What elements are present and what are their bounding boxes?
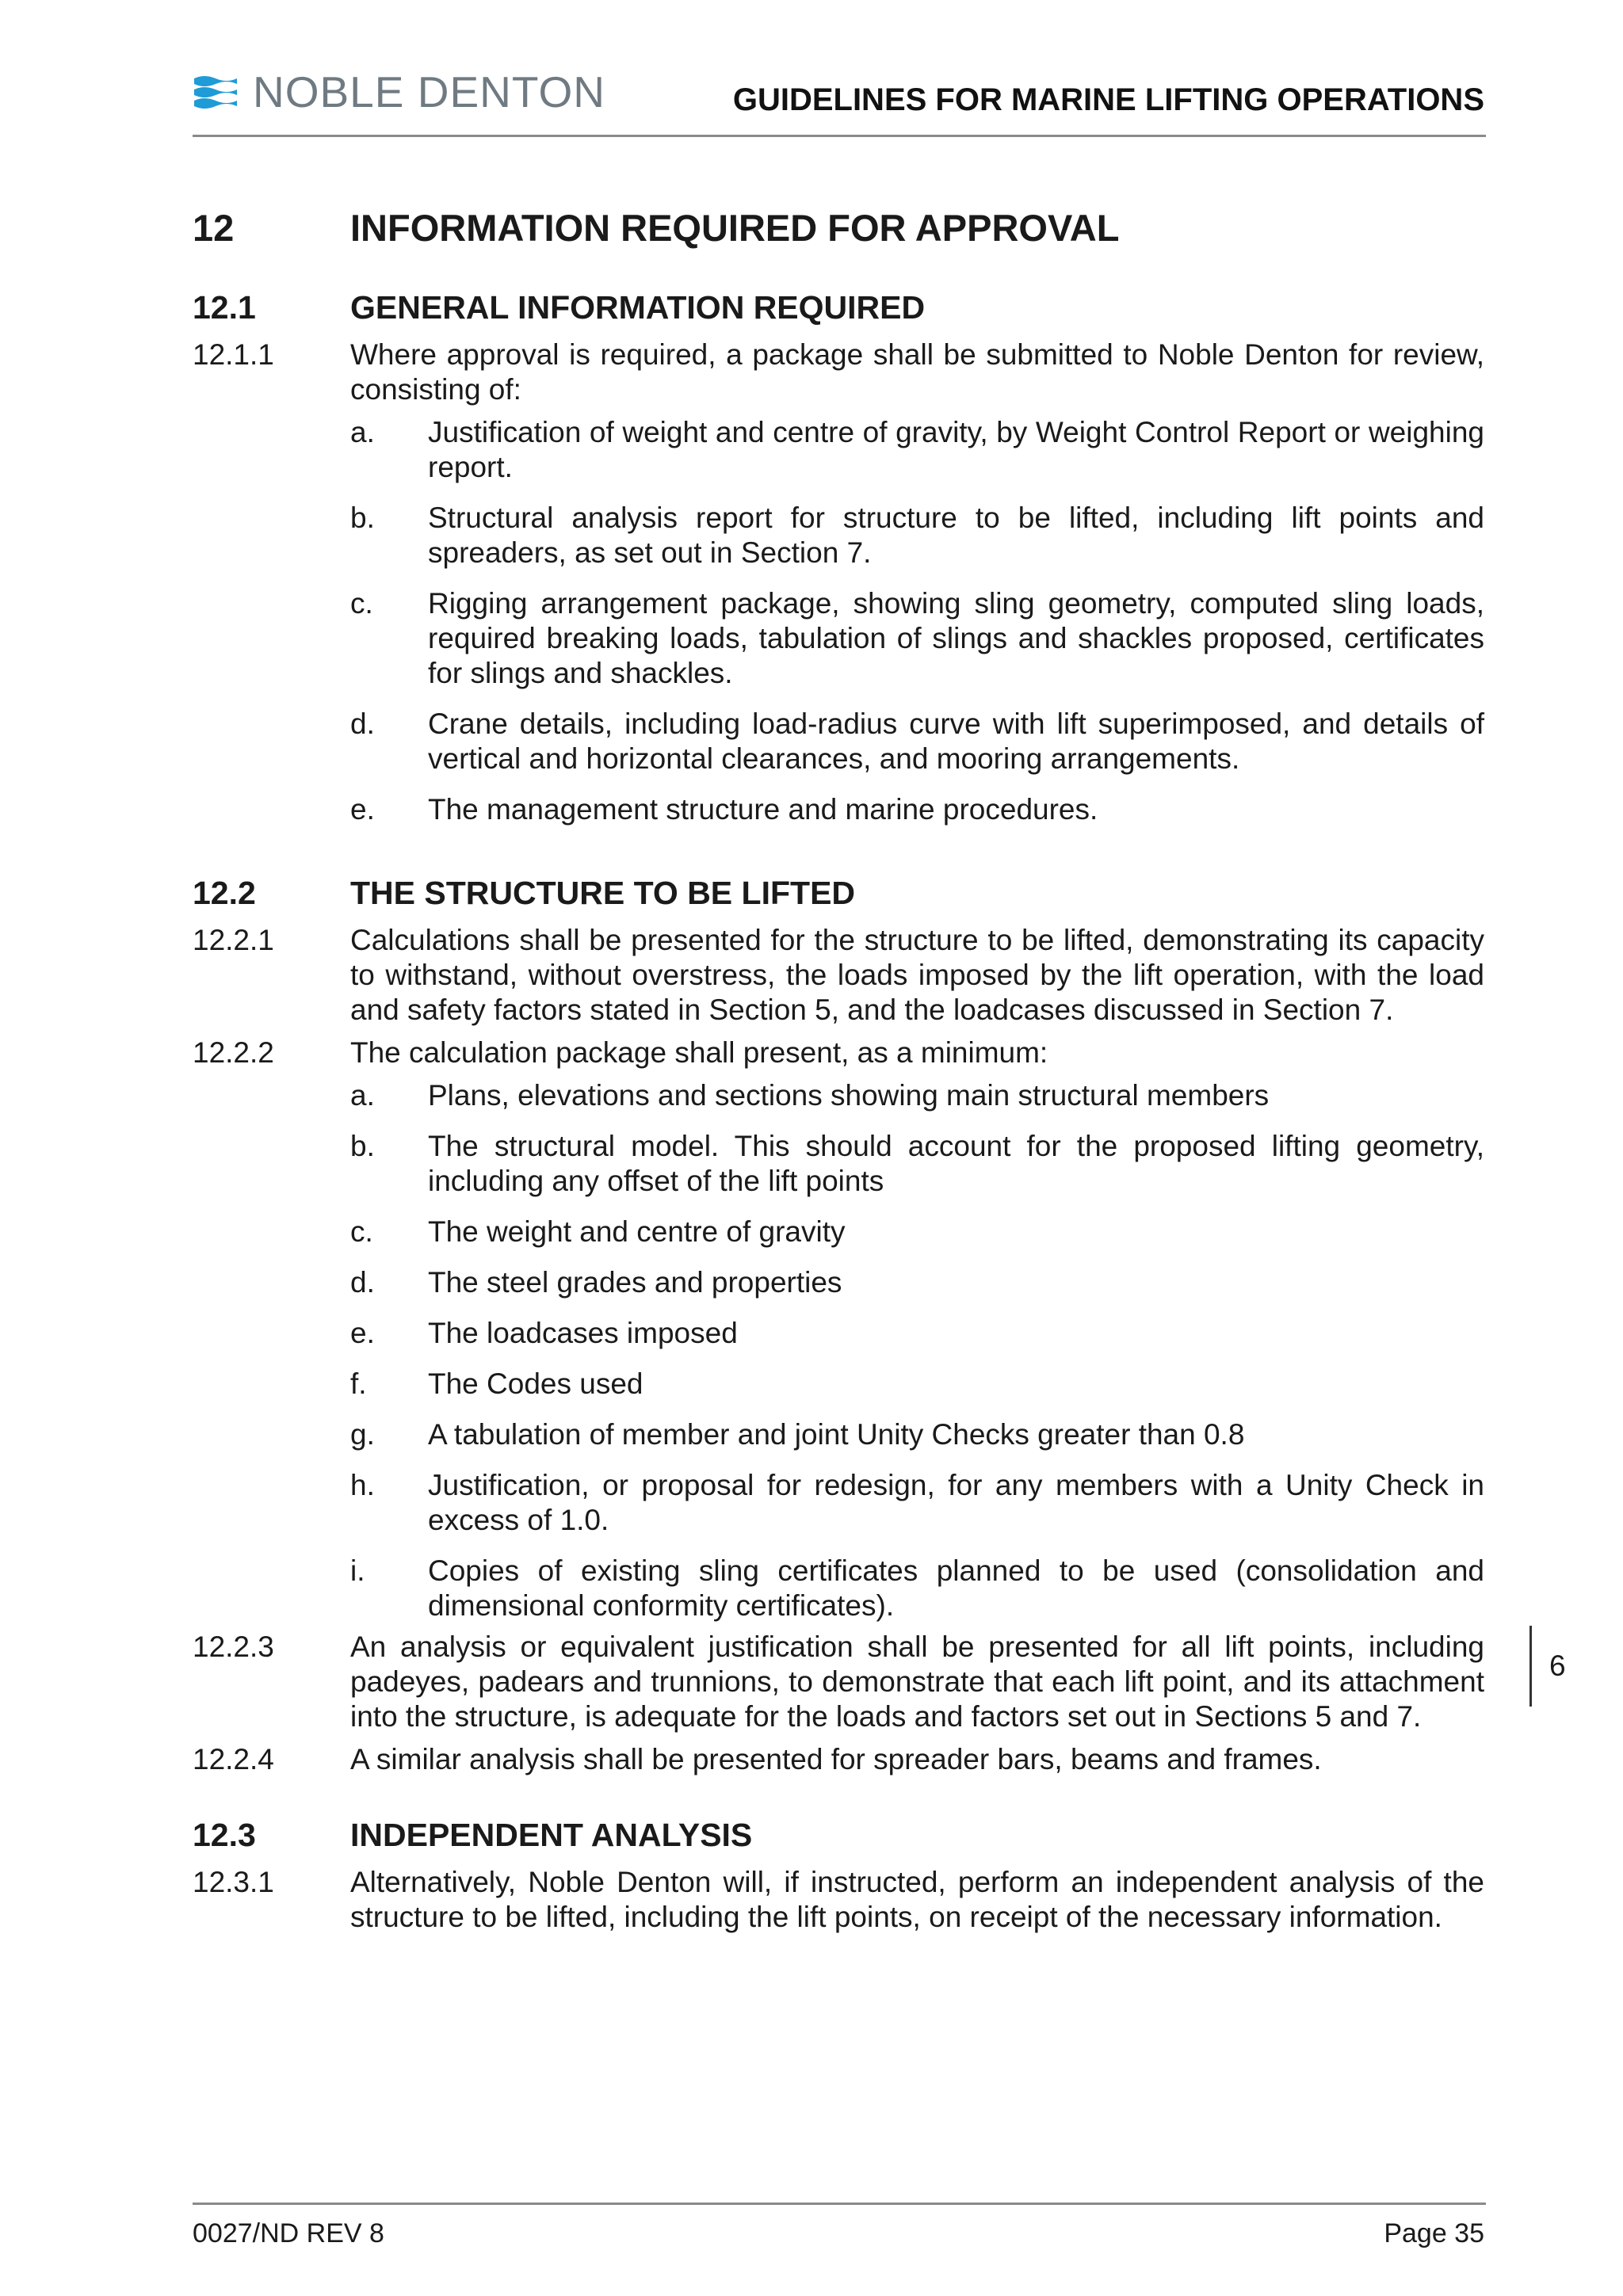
subsection-heading-12-2	[193, 875, 1484, 912]
list-item-label: b.	[350, 502, 375, 534]
paragraph-text: Alternatively, Noble Denton will, if instructed, perform an independent analysis of the structure to be lifted, including the lift points, on receipt of the necessary information.	[350, 1866, 1484, 1933]
list-item-label: c.	[350, 587, 373, 620]
paragraph-number: 12.2.3	[193, 1630, 274, 1663]
list-item-text: The Codes used	[428, 1367, 643, 1400]
revision-number: 6	[1549, 1650, 1566, 1682]
section-number: 12	[193, 207, 235, 249]
list-item-label: a.	[350, 1079, 375, 1112]
revision-bar	[1529, 1626, 1532, 1707]
section-spacer	[193, 843, 1484, 875]
list-item	[350, 1316, 1484, 1351]
section-title: INFORMATION REQUIRED FOR APPROVAL	[350, 207, 1120, 249]
list-item	[350, 1215, 1484, 1249]
subsection-number: 12.3	[193, 1817, 256, 1853]
subsection-title: GENERAL INFORMATION REQUIRED	[350, 289, 926, 326]
subsection-title: THE STRUCTURE TO BE LIFTED	[350, 875, 856, 911]
list-item	[350, 1129, 1484, 1199]
list-item-label: c.	[350, 1215, 373, 1248]
list-item-text: The loadcases imposed	[428, 1317, 738, 1349]
wave-stripes-icon	[193, 72, 239, 112]
list-item	[350, 1468, 1484, 1538]
paragraph-12-2-4	[193, 1742, 1484, 1777]
list-item	[350, 1554, 1484, 1623]
paragraph-number: 12.1.1	[193, 338, 274, 371]
list-item-label: i.	[350, 1554, 365, 1587]
subsection-heading-12-1	[193, 289, 1484, 326]
subsection-number: 12.2	[193, 875, 256, 911]
document-reference: 0027/ND REV 8	[193, 2218, 384, 2248]
paragraph-text: Where approval is required, a package shall be submitted to Noble Denton for review, consisting of:	[350, 338, 1484, 406]
header-divider	[193, 135, 1486, 137]
paragraph-text: Calculations shall be presented for the structure to be lifted, demonstrating its capacity to withstand, without overstress, the loads imposed by the lift operation, with the load and safety factors stated in Section 5, and the loadcases discussed in Section 7.	[350, 924, 1484, 1026]
page-header	[193, 68, 1484, 139]
paragraph-12-2-2	[193, 1035, 1484, 1070]
paragraph-number: 12.2.4	[193, 1743, 274, 1775]
list-item	[350, 1367, 1484, 1402]
subsection-number: 12.1	[193, 289, 256, 326]
subsection-title: INDEPENDENT ANALYSIS	[350, 1817, 753, 1853]
list-item-label: a.	[350, 416, 375, 448]
list-item-text: Justification, or proposal for redesign, for any members with a Unity Check in excess of 1.0.	[428, 1469, 1484, 1536]
list-item-label: b.	[350, 1130, 375, 1162]
company-logo	[193, 68, 605, 116]
paragraph-12-2-1	[193, 923, 1484, 1028]
list-item-text: Copies of existing sling certificates planned to be used (consolidation and dimensional conformity certificates).	[428, 1554, 1484, 1622]
section-spacer	[193, 1785, 1484, 1817]
list-item-label: g.	[350, 1418, 375, 1451]
page-number: Page 35	[1384, 2218, 1484, 2248]
paragraph-number: 12.3.1	[193, 1866, 274, 1898]
paragraph-12-1-1	[193, 338, 1484, 407]
list-item-text: Structural analysis report for structure to be lifted, including lift points and spreaders, as set out in Section 7.	[428, 502, 1484, 569]
list-item-label: f.	[350, 1367, 367, 1400]
list-item-label: d.	[350, 1266, 375, 1299]
list-item-label: d.	[350, 707, 375, 740]
list-item	[350, 415, 1484, 485]
list-12-2-2	[350, 1078, 1484, 1623]
list-item	[350, 501, 1484, 570]
paragraph-12-3-1	[193, 1865, 1484, 1935]
footer-divider	[193, 2203, 1486, 2205]
list-12-1-1	[350, 415, 1484, 827]
list-item-text: Justification of weight and centre of gravity, by Weight Control Report or weighing report.	[428, 416, 1484, 483]
paragraph-number: 12.2.1	[193, 924, 274, 956]
list-item-label: e.	[350, 1317, 375, 1349]
paragraph-text: A similar analysis shall be presented for spreader bars, beams and frames.	[350, 1743, 1322, 1775]
paragraph-text: An analysis or equivalent justification shall be presented for all lift points, including padeyes, padears and trunnions, to demonstrate that each lift point, and its attachment into the structure, is adequate for the loads and factors set out in Sections 5 and 7.	[350, 1630, 1484, 1733]
list-item-text: Plans, elevations and sections showing main structural members	[428, 1079, 1270, 1112]
list-item-label: e.	[350, 793, 375, 826]
page-content	[193, 206, 1484, 1943]
list-item-label: h.	[350, 1469, 375, 1501]
document-title: GUIDELINES FOR MARINE LIFTING OPERATIONS	[732, 82, 1484, 117]
list-item-text: The weight and centre of gravity	[428, 1215, 846, 1248]
subsection-heading-12-3	[193, 1817, 1484, 1854]
logo-text: NOBLE DENTON	[253, 67, 605, 116]
section-heading	[193, 206, 1484, 269]
list-item	[350, 1265, 1484, 1300]
list-item	[350, 792, 1484, 827]
list-item-text: The steel grades and properties	[428, 1266, 842, 1299]
list-item-text: Rigging arrangement package, showing sling geometry, computed sling loads, required breaking loads, tabulation of slings and shackles proposed, certificates for slings and shackles.	[428, 587, 1484, 689]
list-item	[350, 1417, 1484, 1452]
list-item-text: The structural model. This should account for the proposed lifting geometry, including any offset of the lift points	[428, 1130, 1484, 1197]
list-item	[350, 1078, 1484, 1113]
paragraph-number: 12.2.2	[193, 1036, 274, 1069]
list-item-text: A tabulation of member and joint Unity Checks greater than 0.8	[428, 1418, 1245, 1451]
list-item-text: The management structure and marine procedures.	[428, 793, 1098, 826]
paragraph-text: The calculation package shall present, as a minimum:	[350, 1036, 1048, 1069]
list-item-text: Crane details, including load-radius curve with lift superimposed, and details of vertical and horizontal clearances, and mooring arrangements.	[428, 707, 1484, 775]
list-item	[350, 707, 1484, 776]
list-item	[350, 586, 1484, 691]
paragraph-12-2-3	[193, 1630, 1484, 1734]
